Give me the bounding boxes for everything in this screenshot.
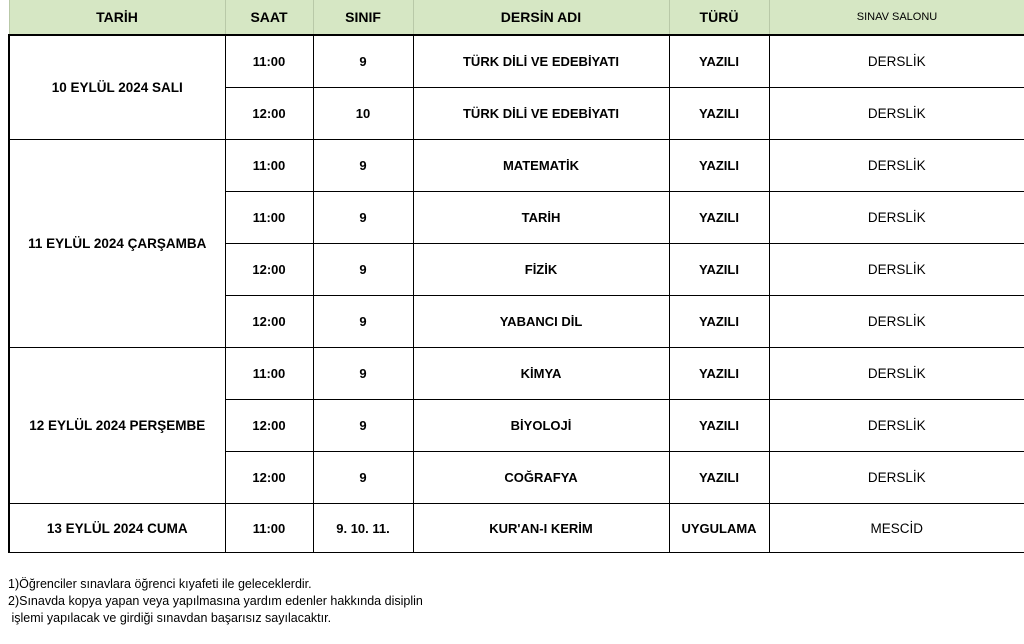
note-line-1: 1)Öğrenciler sınavlara öğrenci kıyafeti ile geleceklerdir. [8, 577, 312, 591]
course-cell: BİYOLOJİ [413, 400, 669, 452]
course-cell: YABANCI DİL [413, 296, 669, 348]
table-row [9, 348, 1024, 400]
table-row [9, 35, 1024, 88]
table-row [9, 504, 1024, 553]
room-cell: DERSLİK [769, 35, 1024, 88]
header-type: TÜRÜ [669, 0, 769, 35]
date-cell: 12 EYLÜL 2024 PERŞEMBE [9, 348, 225, 504]
table-row [9, 140, 1024, 192]
room-cell: DERSLİK [769, 192, 1024, 244]
room-cell: DERSLİK [769, 244, 1024, 296]
type-cell: UYGULAMA [669, 504, 769, 553]
class-cell: 10 [313, 88, 413, 140]
type-cell: YAZILI [669, 88, 769, 140]
class-cell: 9 [313, 296, 413, 348]
room-cell: DERSLİK [769, 296, 1024, 348]
table-body [9, 35, 1024, 553]
class-cell: 9 [313, 400, 413, 452]
class-cell: 9 [313, 348, 413, 400]
time-cell: 11:00 [225, 35, 313, 88]
time-cell: 12:00 [225, 452, 313, 504]
date-cell: 13 EYLÜL 2024 CUMA [9, 504, 225, 553]
time-cell: 12:00 [225, 400, 313, 452]
course-cell: KUR'AN-I KERİM [413, 504, 669, 553]
header-course: DERSİN ADI [413, 0, 669, 35]
course-cell: KİMYA [413, 348, 669, 400]
room-cell: DERSLİK [769, 400, 1024, 452]
time-cell: 11:00 [225, 348, 313, 400]
date-cell: 11 EYLÜL 2024 ÇARŞAMBA [9, 140, 225, 348]
course-cell: TÜRK DİLİ VE EDEBİYATI [413, 35, 669, 88]
type-cell: YAZILI [669, 244, 769, 296]
header-date: TARİH [9, 0, 225, 35]
type-cell: YAZILI [669, 348, 769, 400]
class-cell: 9 [313, 244, 413, 296]
table-header [9, 0, 1024, 35]
time-cell: 11:00 [225, 192, 313, 244]
type-cell: YAZILI [669, 35, 769, 88]
room-cell: DERSLİK [769, 88, 1024, 140]
class-cell: 9 [313, 35, 413, 88]
type-cell: YAZILI [669, 400, 769, 452]
time-cell: 11:00 [225, 504, 313, 553]
course-cell: TARİH [413, 192, 669, 244]
type-cell: YAZILI [669, 296, 769, 348]
room-cell: DERSLİK [769, 452, 1024, 504]
header-time: SAAT [225, 0, 313, 35]
course-cell: MATEMATİK [413, 140, 669, 192]
room-cell: DERSLİK [769, 140, 1024, 192]
date-cell: 10 EYLÜL 2024 SALI [9, 35, 225, 140]
header-class: SINIF [313, 0, 413, 35]
room-cell: DERSLİK [769, 348, 1024, 400]
notes-section [8, 576, 423, 627]
class-cell: 9 [313, 192, 413, 244]
course-cell: COĞRAFYA [413, 452, 669, 504]
room-cell: MESCİD [769, 504, 1024, 553]
class-cell: 9 [313, 452, 413, 504]
course-cell: TÜRK DİLİ VE EDEBİYATI [413, 88, 669, 140]
note-line-2: 2)Sınavda kopya yapan veya yapılmasına yardım edenler hakkında disiplin [8, 594, 423, 608]
time-cell: 12:00 [225, 244, 313, 296]
type-cell: YAZILI [669, 452, 769, 504]
time-cell: 12:00 [225, 296, 313, 348]
note-line-3: işlemi yapılacak ve girdiği sınavdan başarısız sayılacaktır. [8, 611, 332, 625]
time-cell: 11:00 [225, 140, 313, 192]
course-cell: FİZİK [413, 244, 669, 296]
header-row [9, 0, 1024, 35]
header-room: SINAV SALONU [769, 0, 1024, 35]
exam-schedule-table [8, 0, 1024, 553]
type-cell: YAZILI [669, 192, 769, 244]
class-cell: 9 [313, 140, 413, 192]
time-cell: 12:00 [225, 88, 313, 140]
class-cell: 9. 10. 11. [313, 504, 413, 553]
type-cell: YAZILI [669, 140, 769, 192]
